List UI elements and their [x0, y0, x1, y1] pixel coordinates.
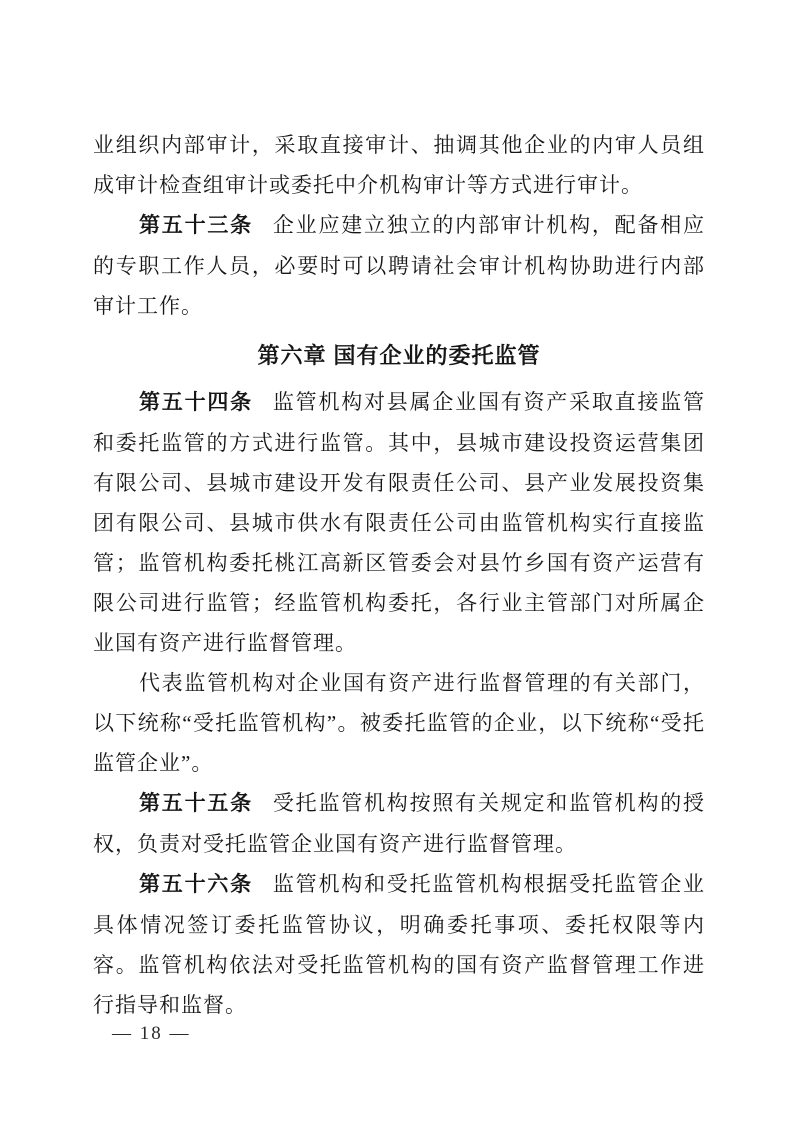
paragraph-text: 业组织内部审计，采取直接审计、抽调其他企业的内审人员组成审计检查组审计或委托中介机构审计等方式进行审计。 [93, 133, 705, 197]
chapter-heading: 第六章 国有企业的委托监管 [257, 343, 541, 368]
article-53-label: 第五十三条 [139, 214, 253, 237]
paragraph-entrusted-definition [93, 663, 705, 783]
paragraph-audit-continuation [93, 125, 705, 205]
article-54-label: 第五十四条 [139, 391, 253, 414]
article-53-text: 企业应建立独立的内部审计机构，配备相应的专职工作人员，必要时可以聘请社会审计机构协助进行内部审计工作。 [93, 213, 706, 318]
page-number: — 18 — [112, 1023, 191, 1044]
article-56-label: 第五十六条 [139, 873, 253, 896]
paragraph-article-56 [93, 864, 705, 1025]
paragraph-article-53 [93, 205, 705, 326]
article-55-label: 第五十五条 [139, 792, 253, 815]
paragraph-text: 代表监管机构对企业国有资产进行监督管理的有关部门，以下统称“受托监管机构”。被委托监管的企业，以下统称“受托监管企业”。 [93, 671, 705, 775]
paragraph-article-55 [93, 783, 705, 864]
article-54-text: 监管机构对县属企业国有资产采取直接监管和委托监管的方式进行监管。其中，县城市建设投资运营集团有限公司、县城市建设开发有限责任公司、县产业发展投资集团有限公司、县城市供水有限责任公司由监管机构实行直接监管；监管机构委托桃江高新区管委会对县竹乡国有资产运营有限公司进行监管；经监管机构委托，各行业主管部门对所属企业国有资产进行监督管理。 [93, 390, 706, 655]
article-55-text: 受托监管机构按照有关规定和监管机构的授权，负责对受托监管企业国有资产进行监督管理。 [93, 791, 706, 856]
paragraph-article-54 [93, 382, 705, 663]
article-56-text: 监管机构和受托监管机构根据受托监管企业具体情况签订委托监管协议，明确委托事项、委托权限等内容。监管机构依法对受托监管机构的国有资产监督管理工作进行指导和监督。 [93, 872, 706, 1017]
